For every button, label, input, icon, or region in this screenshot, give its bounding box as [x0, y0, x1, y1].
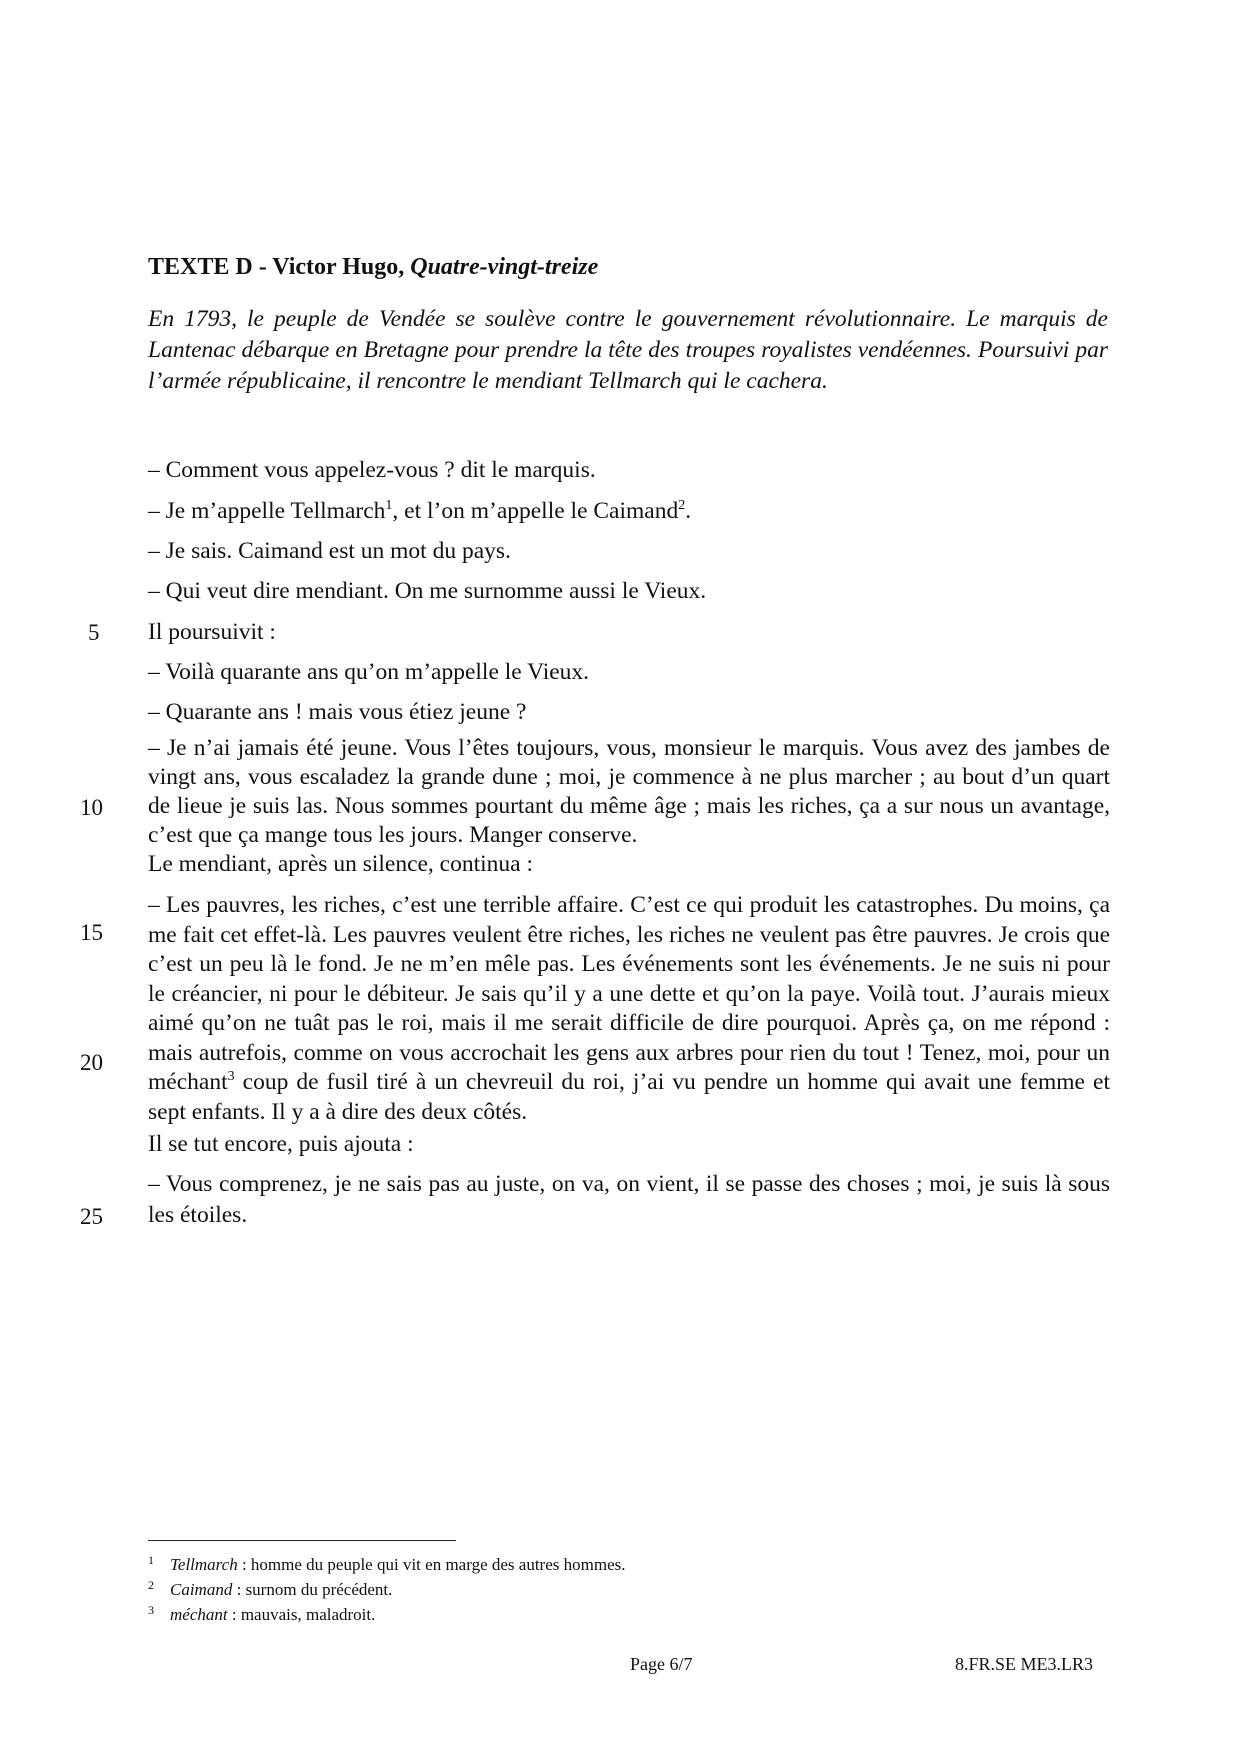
narration-line-9: Le mendiant, après un silence, continua :	[148, 851, 534, 877]
footnote-number: 1	[148, 1553, 154, 1567]
footnote-text: : mauvais, maladroit.	[227, 1605, 376, 1624]
footnote-ref: 2	[678, 498, 686, 513]
dialogue-paragraph-8: – Je n’ai jamais été jeune. Vous l’êtes toujours, vous, monsieur le marquis. Vous avez des jambes de vingt ans, vous escaladez la grande dune ; moi, je commence à ne plus marcher ; au bout d’un quart de lieue je suis las. Nous sommes pourtant du même âge ; mais les riches, ça a sur nous un avantage, c’est que ça mange tous les jours. Manger conserve.	[148, 735, 1110, 848]
dialogue-line-3: – Je sais. Caimand est un mot du pays.	[148, 538, 511, 564]
dialogue-text: .	[685, 498, 692, 524]
line-number: 15	[80, 920, 103, 945]
footnote	[148, 1603, 375, 1625]
dialogue-text: – Je m’appelle Tellmarch	[148, 498, 386, 524]
footnote-ref: 3	[227, 1069, 235, 1084]
footnote	[148, 1553, 625, 1575]
footnote-number: 3	[148, 1603, 154, 1617]
line-number: 25	[80, 1204, 103, 1229]
line-number: 20	[80, 1050, 103, 1075]
footnote-number: 2	[148, 1578, 154, 1592]
dialogue-line-4: – Qui veut dire mendiant. On me surnomme aussi le Vieux.	[148, 578, 707, 604]
footnote-ref: 1	[385, 498, 393, 513]
intro-paragraph: En 1793, le peuple de Vendée se soulève contre le gouvernement révolutionnaire. Le marquis de Lantenac débarque en Bretagne pour prendre la tête des troupes royalistes vendéennes. Poursuivi par l’armée républicaine, il rencontre le mendiant Tellmarch qui le cachera.	[148, 306, 1108, 394]
section-heading	[148, 254, 598, 281]
footnote-term: Tellmarch	[170, 1555, 238, 1574]
dialogue-text: coup de fusil tiré à un chevreuil du roi, j’ai vu pendre un homme qui avait une femme et sept enfants. Il y a à dire des deux côtés.	[148, 1069, 1110, 1125]
footnote-text: : surnom du précédent.	[232, 1580, 393, 1599]
document-code: 8.FR.SE ME3.LR3	[955, 1654, 1094, 1674]
footnote-term: Caimand	[170, 1580, 233, 1599]
line-number: 5	[88, 620, 100, 645]
footnote-term: méchant	[170, 1605, 228, 1624]
footnote	[148, 1578, 392, 1600]
work-title: Quatre-vingt-treize	[410, 254, 599, 280]
narration-line-11: Il se tut encore, puis ajouta :	[148, 1131, 414, 1157]
dialogue-text: , et l’on m’appelle le Caimand	[392, 498, 679, 524]
footnote-divider	[148, 1540, 456, 1541]
line-number: 10	[80, 795, 103, 820]
dialogue-line-1: – Comment vous appelez-vous ? dit le marquis.	[148, 457, 596, 483]
dialogue-text: – Les pauvres, les riches, c’est une terrible affaire. C’est ce qui produit les catastrophes. Du moins, ça me fait cet effet-là. Les pauvres veulent être riches, les riches ne veulent pas être pauvres. Je crois que c’est un peu là le fond. Je ne m’en mêle pas. Les événements sont les événements. Je ne suis ni pour le créancier, ni pour le débiteur. Je sais qu’il y a une dette et qu’on la paye. Voilà tout. J’aurais mieux aimé qu’on ne tuât pas le roi, mais il me serait difficile de dire pourquoi. Après ça, on me répond : mais autrefois, comme on vous accrochait les gens aux arbres pour rien du tout ! Tenez, moi, pour un méchant	[148, 892, 1110, 1095]
dialogue-paragraph-10	[148, 891, 1110, 1127]
dialogue-line-6: – Voilà quarante ans qu’on m’appelle le Vieux.	[148, 659, 590, 685]
dialogue-line-2	[148, 497, 1110, 526]
footnote-text: : homme du peuple qui vit en marge des autres hommes.	[237, 1555, 626, 1574]
dialogue-line-7: – Quarante ans ! mais vous étiez jeune ?	[148, 699, 527, 725]
heading-label: TEXTE D - Victor Hugo,	[148, 254, 411, 280]
dialogue-paragraph-12: – Vous comprenez, je ne sais pas au juste, on va, on vient, il se passe des choses ; moi, je suis là sous les étoiles.	[148, 1171, 1110, 1228]
page-number: Page 6/7	[630, 1654, 693, 1674]
narration-line-5: Il poursuivit :	[148, 619, 276, 645]
